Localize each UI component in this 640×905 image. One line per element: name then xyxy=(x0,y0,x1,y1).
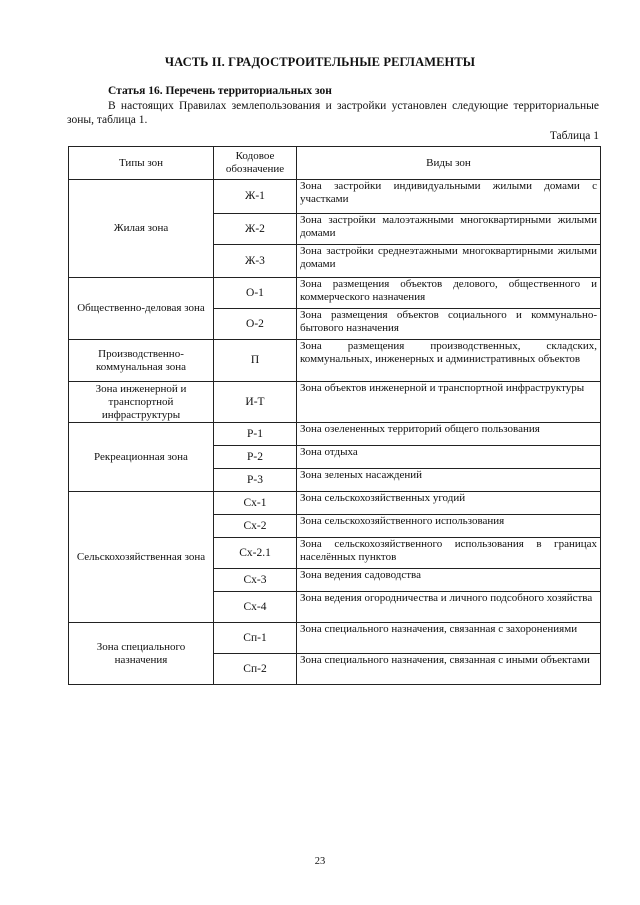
zone-code-cell: Сп-2 xyxy=(214,654,297,685)
header-zone-type: Типы зон xyxy=(69,147,214,180)
zone-name-cell: Зона сельскохозяйственного использования xyxy=(297,515,601,538)
zone-type-cell: Производственно-коммунальная зона xyxy=(69,340,214,382)
table-row xyxy=(69,623,601,654)
table-row xyxy=(69,180,601,214)
page-number: 23 xyxy=(314,856,326,867)
zone-name-cell: Зона специального назначения, связанная с иными объектами xyxy=(297,654,601,685)
intro-paragraph: В настоящих Правилах землепользования и застройки установлен следующие территориальные зоны, таблица 1. xyxy=(67,100,599,126)
zone-code-cell: Сх-4 xyxy=(214,592,297,623)
zone-type-cell: Зона инженерной и транспортной инфраструктуры xyxy=(69,382,214,423)
table-header-row xyxy=(69,147,601,180)
zone-type-cell: Зона специального назначения xyxy=(69,623,214,685)
table-row xyxy=(69,340,601,382)
zone-name-cell: Зона специального назначения, связанная с захоронениями xyxy=(297,623,601,654)
zone-code-cell: Ж-1 xyxy=(214,180,297,214)
zone-type-cell: Общественно-деловая зона xyxy=(69,278,214,340)
zone-name-cell: Зона зеленых насаждений xyxy=(297,469,601,492)
header-zone-code: Кодовое обозначение xyxy=(214,147,297,180)
table-label: Таблица 1 xyxy=(549,130,599,142)
zone-type-cell: Рекреационная зона xyxy=(69,423,214,492)
zone-name-cell: Зона сельскохозяйственного использования в границах населённых пунктов xyxy=(297,538,601,569)
article-heading: Статья 16. Перечень территориальных зон xyxy=(108,85,332,97)
zone-code-cell: Р-1 xyxy=(214,423,297,446)
zone-code-cell: Сх-2 xyxy=(214,515,297,538)
table-row xyxy=(69,382,601,423)
zone-name-cell: Зона ведения садоводства xyxy=(297,569,601,592)
zone-type-cell: Сельскохозяйственная зона xyxy=(69,492,214,623)
zone-code-cell: Ж-2 xyxy=(214,214,297,245)
table-row xyxy=(69,492,601,515)
zone-name-cell: Зона ведения огородничества и личного подсобного хозяйства xyxy=(297,592,601,623)
zone-code-cell: Сх-1 xyxy=(214,492,297,515)
zone-name-cell: Зона размещения объектов делового, общественного и коммерческого назначения xyxy=(297,278,601,309)
zone-name-cell: Зона озелененных территорий общего пользования xyxy=(297,423,601,446)
zone-name-cell: Зона застройки малоэтажными многоквартирными жилыми домами xyxy=(297,214,601,245)
zone-name-cell: Зона размещения объектов социального и коммунально-бытового назначения xyxy=(297,309,601,340)
zone-name-cell: Зона застройки индивидуальными жилыми домами с участками xyxy=(297,180,601,214)
zone-code-cell: Р-2 xyxy=(214,446,297,469)
zone-code-cell: Р-3 xyxy=(214,469,297,492)
zones-table-body xyxy=(69,180,601,685)
zone-name-cell: Зона отдыха xyxy=(297,446,601,469)
zone-name-cell: Зона сельскохозяйственных угодий xyxy=(297,492,601,515)
zone-name-cell: Зона объектов инженерной и транспортной инфраструктуры xyxy=(297,382,601,423)
zone-code-cell: И-Т xyxy=(214,382,297,423)
zones-table xyxy=(68,146,601,685)
zone-code-cell: О-2 xyxy=(214,309,297,340)
zone-code-cell: Сп-1 xyxy=(214,623,297,654)
page-title: ЧАСТЬ II. ГРАДОСТРОИТЕЛЬНЫЕ РЕГЛАМЕНТЫ xyxy=(164,55,476,69)
zone-name-cell: Зона размещения производственных, складских, коммунальных, инженерных и административных объектов xyxy=(297,340,601,382)
zone-code-cell: Ж-3 xyxy=(214,245,297,278)
zone-code-cell: О-1 xyxy=(214,278,297,309)
zone-type-cell: Жилая зона xyxy=(69,180,214,278)
table-row xyxy=(69,278,601,309)
zone-name-cell: Зона застройки среднеэтажными многоквартирными жилыми домами xyxy=(297,245,601,278)
table-row xyxy=(69,423,601,446)
zone-code-cell: Сх-2.1 xyxy=(214,538,297,569)
header-zone-name: Виды зон xyxy=(297,147,601,180)
zone-code-cell: Сх-3 xyxy=(214,569,297,592)
zone-code-cell: П xyxy=(214,340,297,382)
